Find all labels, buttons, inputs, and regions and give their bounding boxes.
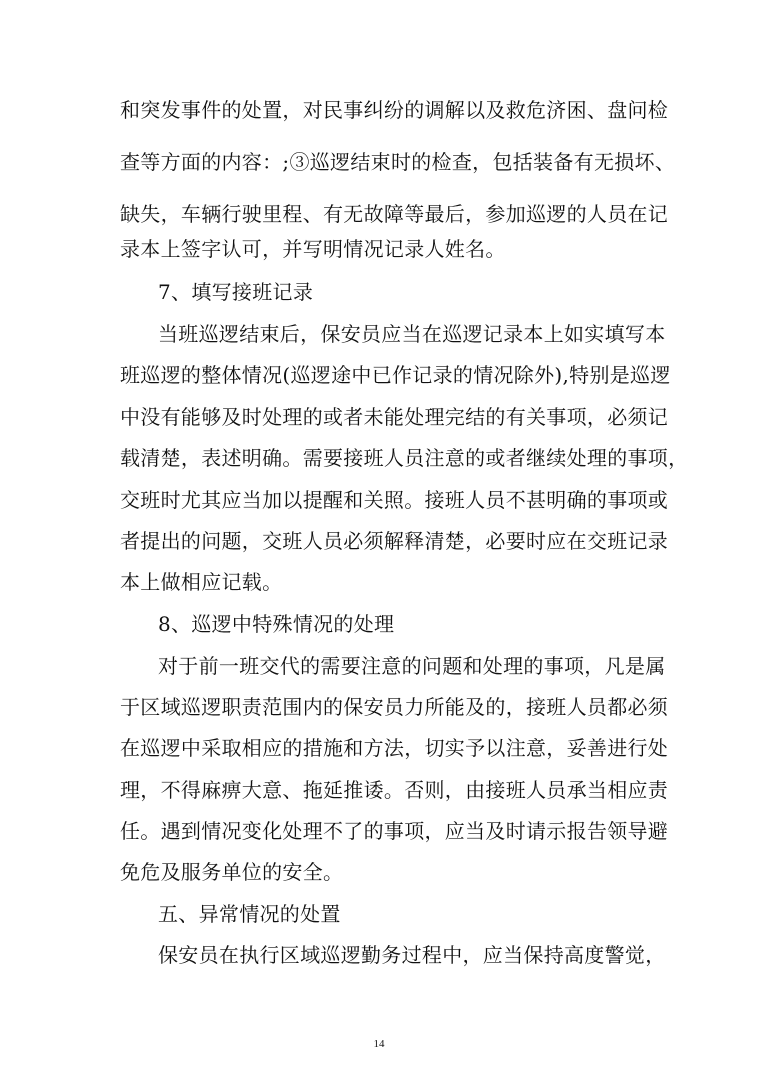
section-heading: 8、巡逻中特殊情况的处理 [158, 612, 395, 636]
text-line: 班巡逻的整体情况(巡逻途中已作记录的情况除外),特别是巡逻 [120, 363, 671, 387]
section-heading: 7、填写接班记录 [158, 280, 314, 304]
text-line: 理，不得麻痹大意、拖延推诿。否则，由接班人员承当相应责 [120, 778, 669, 802]
text-line: 交班时尤其应当加以提醒和关照。接班人员不甚明确的事项或 [120, 488, 669, 512]
text-line: 于区域巡逻职责范围内的保安员力所能及的，接班人员都必须 [120, 695, 669, 719]
text-line: 中没有能够及时处理的或者未能处理完结的有关事项，必须记 [120, 405, 669, 429]
text-line: 当班巡逻结束后，保安员应当在巡逻记录本上如实填写本 [158, 322, 666, 346]
section-heading: 五、异常情况的处置 [158, 902, 341, 926]
page-number: 14 [373, 1038, 385, 1050]
text-line: 者提出的问题，交班人员必须解释清楚，必要时应在交班记录 [120, 529, 669, 553]
text-line: 载清楚，表述明确。需要接班人员注意的或者继续处理的事项， [120, 446, 689, 470]
text-line: 查等方面的内容：;③巡逻结束时的检查，包括装备有无损坏、 [120, 150, 676, 174]
text-line: 本上做相应记载。 [120, 570, 283, 594]
text-line: 免危及服务单位的安全。 [120, 860, 344, 884]
text-line: 在巡逻中采取相应的措施和方法，切实予以注意，妥善进行处 [120, 736, 669, 760]
text-line: 缺失，车辆行驶里程、有无故障等最后，参加巡逻的人员在记 [120, 202, 669, 226]
text-line: 保安员在执行区域巡逻勤务过程中，应当保持高度警觉， [158, 943, 666, 967]
text-line: 和突发事件的处置，对民事纠纷的调解以及救危济困、盘问检 [120, 98, 669, 122]
text-line: 录本上签字认可，并写明情况记录人姓名。 [120, 237, 506, 261]
text-line: 对于前一班交代的需要注意的问题和处理的事项，凡是属 [158, 654, 666, 678]
text-line: 任。遇到情况变化处理不了的事项，应当及时请示报告领导避 [120, 819, 669, 843]
